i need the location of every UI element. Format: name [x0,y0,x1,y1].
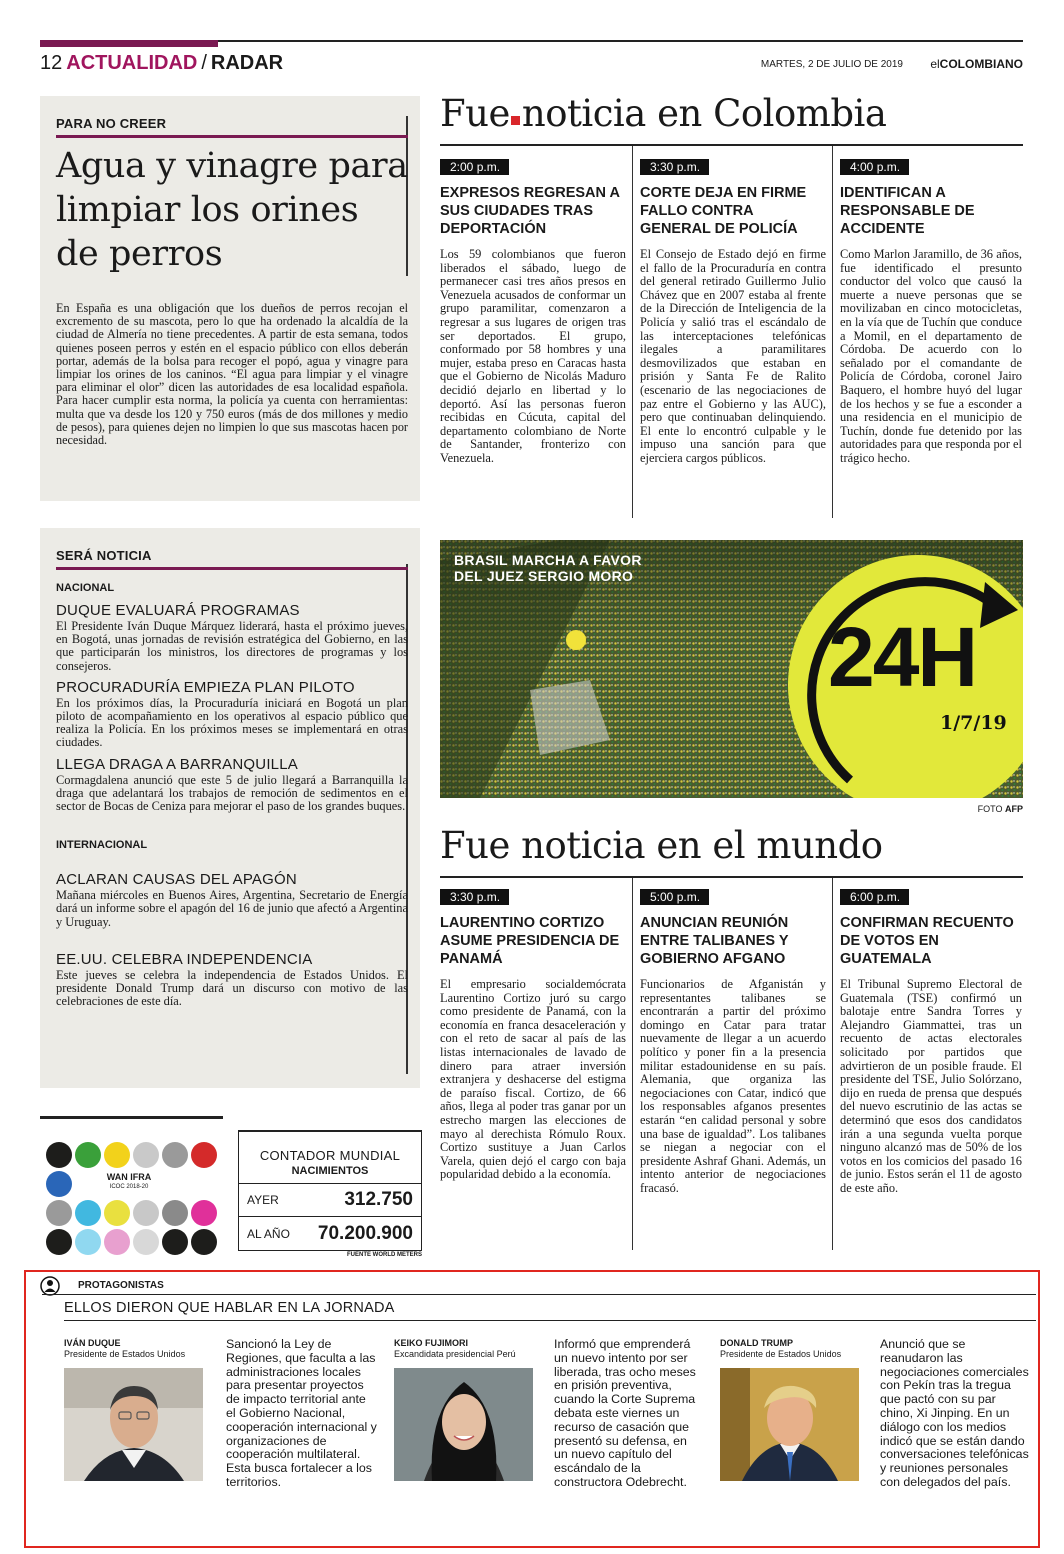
color-swatch [162,1229,188,1255]
protagonist-text: Sancionó la Ley de Regiones, que faculta a las administraciones locales para presentar proyectos de impacto territorial ante el Gobierno Nacional, cooperación internacional y organizaciones de cooperación multilateral. Esta busca fortalecer a los territorios. [226,1337,377,1489]
protagonist-text: Informó que emprenderá un nuevo intento por ser liberada, tras ocho meses en prisión preventiva, cuando la Corte Suprema debata este viernes un recurso de casación que presentó su defensa, en un nuevo capítulo del escándalo de la constructora Odebrecht. [554,1337,696,1489]
colombia-news-2 [640,158,826,466]
counter-source: FUENTE WORLD METERS [347,1252,422,1258]
color-swatch [133,1200,159,1226]
protagonist-portrait [64,1368,203,1481]
page-header [40,52,1023,78]
person-icon [40,1276,60,1296]
color-swatch [133,1229,159,1255]
kicker-underline [56,567,408,570]
color-swatch [46,1142,72,1168]
news-body: El Tribunal Supremo Electoral de Guatemala (TSE) confirmó un balotaje entre Sandra Torres y Alejandro Giammattei, tras un recuento de actas electorales solicitado por partidos que advirtieron de un posible fraude. El presidente del TSE, Julio Solórzano, dijo en rueda de prensa que después del nuevo escrutinio de las actas se determinó que esos dos candidatos irán a una segunda vuelta porque ninguno alcanzó mas de 50% de los votos en los comicios del pasado 16 de junio. Estos serán el 11 de agosto de este año. [840,977,1022,1195]
colombia-top-rule [440,144,1023,146]
protagonist-id [394,1338,544,1360]
counter-header [238,1130,422,1183]
color-swatch [46,1171,72,1197]
mundo-section-title: Fue noticia en el mundo [440,824,883,867]
para-no-creer-headline: Agua y vinagre para limpiar los orines de perros [56,146,408,274]
color-swatch [191,1171,217,1197]
news-body: El Consejo de Estado dejó en firme el fallo de la Procuraduría en contra del general retirado Guillermo Julio Chávez que en 2007 estaba al frente de la Dirección de Inteligencia de la Policía y salió tras el escándalo de las interceptaciones telefónicas ilegales a paramilitares desmovilizados que estaban en prisión y Santa Fe de Ralito (escenario de las negociaciones de paz entre el Gobierno y las AUC), pero que continuaban delinquiendo. El ente lo encontró culpable y le impuso una sanción para que ejerciera cargos públicos. [640,247,826,465]
item-headline: PROCURADURÍA EMPIEZA PLAN PILOTO [56,678,355,696]
newspaper-brand: elCOLOMBIANO [930,57,1023,71]
protest-photo [440,540,1023,798]
title-red-dot [511,116,520,125]
sera-noticia-kicker: SERÁ NOTICIA [56,548,152,563]
color-swatch [104,1142,130,1168]
color-swatch-grid [46,1142,217,1255]
mundo-top-rule [440,876,1023,878]
portrait-image [394,1368,533,1481]
protagonist-portrait [720,1368,859,1481]
counter-value: 70.200.900 [317,1222,413,1244]
color-swatch [191,1200,217,1226]
item-headline: ACLARAN CAUSAS DEL APAGÓN [56,871,297,889]
color-swatch [104,1200,130,1226]
para-no-creer-body: En España es una obligación que los dueños de perros recojan el excremento de su mascota, pero lo que ha ordenado la alcaldía de la ciudad de Almería no tiene precedentes. A partir de esta semana, todos quienes poseen perros y estén en el espacio público con ellos deberán portar, además de la bolsa para recoger el popó, agua y vinagre para limpiar los orines de los caninos. “El agua para limpiar y el vinagre para eliminar el olor” dicen las autoridades de esa localidad española. Para hacer cumplir esta norma, la policía ya cuenta con herramientas: multa que va desde los 120 y 750 euros (más de dos millones y medio de pesos), para quienes dejen no limpien lo que sus mascotas hacen por necesidad. [56,301,408,448]
sera-noticia-item [56,756,408,814]
color-swatch [191,1142,217,1168]
color-swatch [191,1229,217,1255]
news-time: 3:30 p.m. [640,159,709,175]
sera-noticia-item [56,602,408,673]
color-swatch [75,1142,101,1168]
protagonist-id [720,1338,870,1360]
portrait-image [64,1368,203,1481]
nacional-label: NACIONAL [56,582,115,594]
24h-badge-date: 1/7/19 [940,712,1007,734]
counter-label: AL AÑO [247,1226,290,1241]
protagonist-role: Presidente de Estados Unidos [720,1349,842,1359]
color-swatch [75,1229,101,1255]
news-body: Los 59 colombianos que fueron liberados el sábado, luego de permanecer casi tres años presos en Venezuela acusados de conformar un grupo paramilitar, comenzaron a regresar a sus lugares de origen tras ser deportados. El grupo, conformado por 58 hombres y una mujer, estaba preso en Caracas hasta que el Gobierno de Nicolás Maduro decidió dejarlo en libertad y lo deportó. Así las personas fueron recibidas en Cúcuta, capital del departamento colombiano de Norte de Santander, fronterizo con Venezuela. [440,247,626,465]
color-swatch [162,1200,188,1226]
protagonist-id [64,1338,214,1360]
news-body: Como Marlon Jaramillo, de 36 años, fue identificado el presunto conductor del volco que causó la muerte a nueve personas que se movilizaban en cinco motocicletas, en la vía que de Tuchín que conduce a Momil, en el departamento de Córdoba. De acuerdo con lo señalado por el comandante de Policía de Córdoba, coronel Jairo Baquero, el hombre huyó del lugar de los hechos y se fue a esconder a una residencia en el municipio de Tuchín, donde fue detenido por las autoridades para que responda por el trágico hecho. [840,247,1022,465]
photo-caption: BRASIL MARCHA A FAVOR DEL JUEZ SERGIO MORO [454,552,642,584]
item-body: Cormagdalena anunció que este 5 de julio llegará a Barranquilla la draga que adelantará los trabajos de remoción de sedimentos en el sector de Bocas de Ceniza para mejorar el paso de los grandes buques. [56,772,408,814]
counter-subtitle: NACIMIENTOS [291,1165,369,1177]
news-body: El empresario socialdemócrata Laurentino Cortizo juró su cargo como presidente de Panamá, con la economía en franca desaceleración y con el reto de sacar al país de las listas internacionales de lavado de dinero para atraer inversión extranjera y deshacerse del estigma de paraíso fiscal. Cortizo, de 66 años, llega al poder tras ganar por un estrecho margen las elecciones de mayo al derechista Rómulo Roux. Cortizo sustituye a Juan Carlos Varela, quien dejó el cargo con baja popularidad debido a la economía. [440,977,626,1182]
mundo-news-3 [840,888,1022,1196]
portrait-image [720,1368,859,1481]
protagonist-name: DONALD TRUMP [720,1338,793,1348]
news-time: 3:30 p.m. [440,889,509,905]
sera-noticia-box [40,528,420,1088]
protagonistas-rule [42,1294,1036,1295]
news-time: 6:00 p.m. [840,889,909,905]
news-headline: ANUNCIAN REUNIÓN ENTRE TALIBANES Y GOBIERNO AFGANO [640,915,789,967]
photo-credit: FOTO AFP [977,804,1023,814]
birth-counter [238,1130,422,1270]
news-headline: CONFIRMAN RECUENTO DE VOTOS EN GUATEMALA [840,915,1014,967]
item-headline: LLEGA DRAGA A BARRANQUILLA [56,755,298,773]
item-body: Mañana miércoles en Buenos Aires, Argentina, Secretario de Energía dará un informe sobre el apagón del 16 de junio que afectó a Argentina y Uruguay. [56,888,408,929]
item-body: En los próximos días, la Procuraduría iniciará en Bogotá un plan piloto de acompañamiento en los operativos al espacio público que realiza la Policía. En los próximos meses se implementará en otras ciudades. [56,695,408,750]
column-divider [632,146,633,518]
mundo-news-1 [440,888,626,1182]
mundo-news-2 [640,888,826,1196]
kicker-underline [56,135,408,138]
issue-date: MARTES, 2 DE JULIO DE 2019 [760,59,903,70]
color-swatch [162,1142,188,1168]
protagonist-text: Anunció que se reanudaron las negociaciones comerciales con Pekín tras la tregua que pactó con su par chino, Xi Jinping. En un diálogo con los medios indicó que se están dando conversaciones telefónicas y reuniones personales con delegados del país. [880,1337,1029,1489]
wan-ifra-color-bar [40,1136,223,1263]
color-swatch [75,1200,101,1226]
item-body: El Presidente Iván Duque Márquez liderará, hasta el próximo jueves, en Bogotá, unas jornadas de revisión estratégica del Gobierno, en las que participarán los ministros, los directores de programas y los consejeros. [56,619,408,673]
colombia-news-1 [440,158,626,466]
news-time: 4:00 p.m. [840,159,909,175]
protagonistas-title: ELLOS DIERON QUE HABLAR EN LA JORNADA [64,1300,395,1316]
column-divider [832,146,833,518]
news-time: 5:00 p.m. [640,889,709,905]
protagonist-name: KEIKO FUJIMORI [394,1338,469,1348]
item-headline: EE.UU. CELEBRA INDEPENDENCIA [56,950,313,968]
protagonist-portrait [394,1368,533,1481]
item-body: Este jueves se celebra la independencia de Estados Unidos. El presidente Donald Trump dará un discurso con motivo de las celebraciones de este día. [56,967,408,1009]
wan-ifra-logo: WAN IFRA ICOC 2018-20 [82,1172,176,1195]
colombia-section-title: Fue noticia en Colombia [440,92,887,135]
header-accent-bar [40,40,218,47]
column-divider [832,878,833,1250]
color-swatch [104,1229,130,1255]
protagonistas-title-rule [64,1320,1036,1321]
section-name: ACTUALIDAD [66,52,198,74]
counter-row [238,1217,422,1251]
news-headline: IDENTIFICAN A RESPONSABLE DE ACCIDENTE [840,185,975,237]
color-swatch [46,1229,72,1255]
column-divider [632,878,633,1250]
24h-badge-text: 24H [828,610,977,704]
counter-row [238,1183,422,1217]
sera-noticia-item [56,951,408,1009]
sera-noticia-item [56,679,408,750]
color-swatch [133,1142,159,1168]
item-headline: DUQUE EVALUARÁ PROGRAMAS [56,602,300,619]
page-number: 12 [40,52,63,74]
protagonistas-label: PROTAGONISTAS [78,1280,164,1291]
protagonistas-box [24,1270,1040,1548]
protagonist-name: IVÁN DUQUE [64,1338,121,1348]
color-swatch [46,1200,72,1226]
news-headline: LAURENTINO CORTIZO ASUME PRESIDENCIA DE PANAMÁ [440,915,620,967]
news-body: Funcionarios de Afganistán y representantes talibanes se encontrarán a partir del próximo domingo en Catar para tratar nuevamente de llegar a un acuerdo político y poner fin a la presencia militar estadounidense en su país. Alemania, que organiza las negociaciones con Catar, indicó que los responsables afganos presentes estarán “en calidad personal y sobre una base de igualdad”. Los talibanes se niegan a negociar con el presidente Ashraf Ghani. Además, un intento anterior de negociaciones fracasó. [640,977,826,1195]
internacional-label: INTERNACIONAL [56,839,148,852]
sera-noticia-item [56,871,408,929]
para-no-creer-kicker: PARA NO CREER [56,116,167,131]
news-headline: EXPRESOS REGRESAN A SUS CIUDADES TRAS DEPORTACIÓN [440,185,620,237]
counter-title: CONTADOR MUNDIAL [259,1148,401,1163]
protagonist-role: Excandidata presidencial Perú [394,1349,516,1359]
news-time: 2:00 p.m. [440,159,509,175]
news-headline: CORTE DEJA EN FIRME FALLO CONTRA GENERAL DE POLICÍA [640,185,807,237]
subsection-name: RADAR [210,52,284,74]
protagonist-role: Presidente de Estados Unidos [64,1349,186,1359]
counter-label: AYER [247,1193,279,1207]
section-separator: / [201,52,207,74]
para-no-creer-box [40,96,420,501]
colombia-news-3 [840,158,1022,466]
colorbox-top-rule [40,1116,223,1119]
counter-value: 312.750 [344,1189,413,1210]
